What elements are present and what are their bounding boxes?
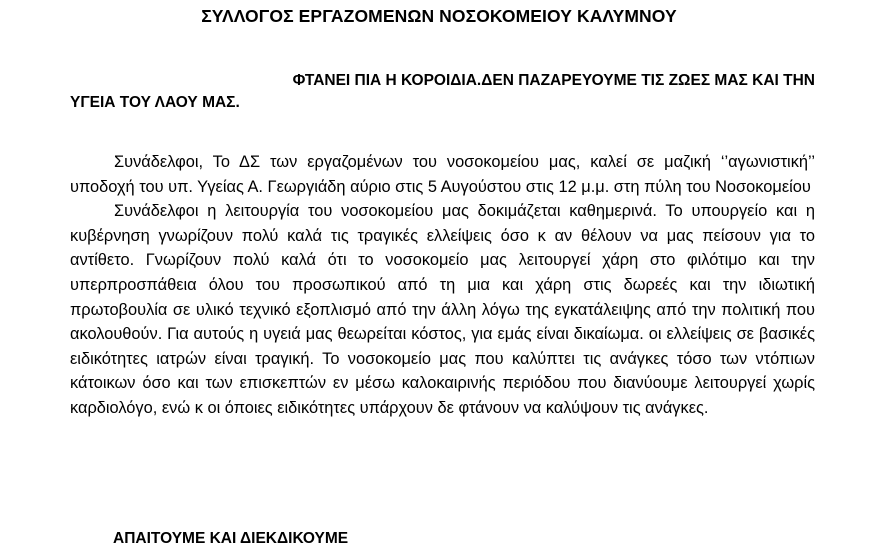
- heading-line-2: ΥΓΕΙΑ ΤΟΥ ΛΑΟΥ ΜΑΣ.: [70, 94, 240, 111]
- paragraph-hospital-situation: Συνάδελφοι η λειτουργία του νοσοκομείου μας δοκιμάζεται καθημερινά. Το υπουργείο και η κυβέρνηση γνωρίζουν πολύ καλά τις τραγικές ελλείψεις όσο κ αν θέλουν να μας πείσουν για το αντίθετο. Γνωρίζουν πολύ καλά ότι το νοσοκομείο μας λειτουργεί χάρη στο φιλότιμο και την υπερπροσπάθεια όλου του προσωπικού από τη μια και χάρη στις δωρεές και την ιδιωτική πρωτοβουλία σε υλικό τεχνικό εξοπλισμό από την άλλη λόγω της εγκατάλειψης από την πολιτική που ακολουθούν. Για αυτούς η υγειά μας θεωρείται κόστος, για εμάς είναι δικαίωμα. οι ελλείψεις σε βασικές ειδικότητες ιατρών είναι τραγική. Το νοσοκομείο μας που καλύπτει τις ανάγκες τόσο των ντόπιων κάτοικων όσο και των επισκεπτών εν μέσω καλοκαιρινής περιόδου που διανύουμε λειτουργεί χωρίς καρδιολόγο, ενώ κ οι όποιες ειδικότητες υπάρχουν δε φτάνουν να καλύψουν τις ανάγκες.: [70, 202, 815, 417]
- document-body: [70, 150, 815, 421]
- document-heading: [70, 70, 815, 114]
- paragraph-invitation: Συνάδελφοι, Το ΔΣ των εργαζομένων του νοσοκομείου μας, καλεί σε μαζική ‘’αγωνιστική’’ υποδοχή του υπ. Υγείας Α. Γεωργιάδη αύριο στις 5 Αυγούστου στις 12 μ.μ. στη πύλη του Νοσοκομείου: [70, 153, 815, 196]
- document-title: ΣΥΛΛΟΓΟΣ ΕΡΓΑΖΟΜΕΝΩΝ ΝΟΣΟΚΟΜΕΙΟΥ ΚΑΛΥΜΝΟΥ: [201, 6, 677, 26]
- heading-line-1: ΦΤΑΝΕΙ ΠΙΑ Η ΚΟΡΟΙΔΙΑ.ΔΕΝ ΠΑΖΑΡΕΥΟΥΜΕ ΤΙΣ ΖΩΕΣ ΜΑΣ ΚΑΙ ΤΗΝ: [292, 72, 815, 89]
- demand-heading: ΑΠΑΙΤΟΥΜΕ ΚΑΙ ΔΙΕΚΔΙΚΟΥΜΕ: [113, 530, 349, 547]
